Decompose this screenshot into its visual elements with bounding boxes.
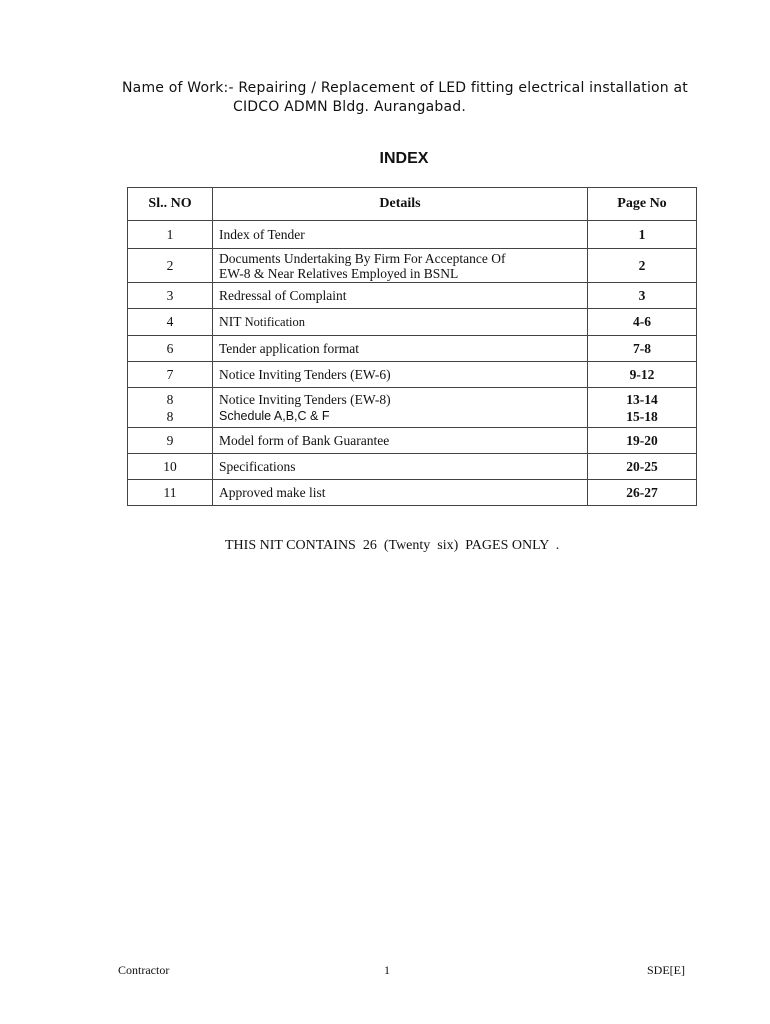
table-row	[128, 428, 697, 454]
header-page-no: Page No	[588, 188, 697, 221]
row-details: Tender application format	[213, 336, 588, 362]
table-row-group	[128, 388, 697, 428]
row-page: 7-8	[588, 336, 697, 362]
table-row	[128, 336, 697, 362]
row-details: Redressal of Complaint	[213, 283, 588, 309]
name-of-work	[60, 79, 750, 117]
table-row	[128, 480, 697, 506]
table-row	[128, 221, 697, 249]
row-page: 4-6	[588, 309, 697, 336]
row-details-line2: EW-8 & Near Relatives Employed in BSNL	[219, 265, 459, 281]
row-details: Index of Tender	[213, 221, 588, 249]
row-sl: 2	[128, 249, 213, 283]
name-of-work-line2: CIDCO ADMN Bldg. Aurangabad.	[233, 99, 466, 115]
row-details-part-b: Notification	[244, 315, 306, 329]
row-page: 2	[588, 249, 697, 283]
row-details-a: Notice Inviting Tenders (EW-8)	[219, 391, 391, 407]
footer-sde: SDE[E]	[647, 963, 685, 977]
table-row	[128, 362, 697, 388]
row-page: 1	[588, 221, 697, 249]
row-details	[213, 249, 588, 283]
row-details	[213, 388, 588, 428]
table-row	[128, 454, 697, 480]
row-sl-b: 8	[166, 408, 174, 424]
row-sl: 10	[128, 454, 213, 480]
row-details: Specifications	[213, 454, 588, 480]
row-page: 19-20	[588, 428, 697, 454]
row-sl: 7	[128, 362, 213, 388]
footer-page-number: 1	[384, 963, 390, 977]
row-sl: 6	[128, 336, 213, 362]
row-page: 26-27	[588, 480, 697, 506]
row-page-b: 15-18	[626, 408, 658, 424]
row-details	[213, 309, 588, 336]
table-row	[128, 249, 697, 283]
row-sl: 4	[128, 309, 213, 336]
header-details: Details	[213, 188, 588, 221]
name-of-work-line1: Name of Work:- Repairing / Replacement of LED fitting electrical installation at	[122, 80, 688, 96]
row-page: 20-25	[588, 454, 697, 480]
index-title: INDEX	[379, 150, 429, 167]
row-details-part-a: NIT	[219, 314, 242, 329]
row-page-a: 13-14	[626, 391, 658, 407]
page-count-note: THIS NIT CONTAINS 26 (Twenty six) PAGES ONLY .	[225, 538, 560, 553]
row-sl: 3	[128, 283, 213, 309]
table-header-row	[128, 188, 697, 221]
row-sl: 11	[128, 480, 213, 506]
table-row	[128, 309, 697, 336]
row-details: Approved make list	[213, 480, 588, 506]
table-row	[128, 283, 697, 309]
row-details-b: Schedule A,B,C & F	[219, 408, 330, 423]
row-page: 9-12	[588, 362, 697, 388]
row-sl-a: 8	[166, 391, 174, 407]
row-sl	[128, 388, 213, 428]
footer-contractor: Contractor	[118, 963, 170, 977]
header-sl-no: Sl.. NO	[128, 188, 213, 221]
row-details: Model form of Bank Guarantee	[213, 428, 588, 454]
row-details: Notice Inviting Tenders (EW-6)	[213, 362, 588, 388]
index-table	[127, 187, 697, 506]
row-page: 3	[588, 283, 697, 309]
row-page	[588, 388, 697, 428]
row-sl: 1	[128, 221, 213, 249]
row-details-line1: Documents Undertaking By Firm For Acceptance Of	[219, 250, 506, 266]
row-sl: 9	[128, 428, 213, 454]
